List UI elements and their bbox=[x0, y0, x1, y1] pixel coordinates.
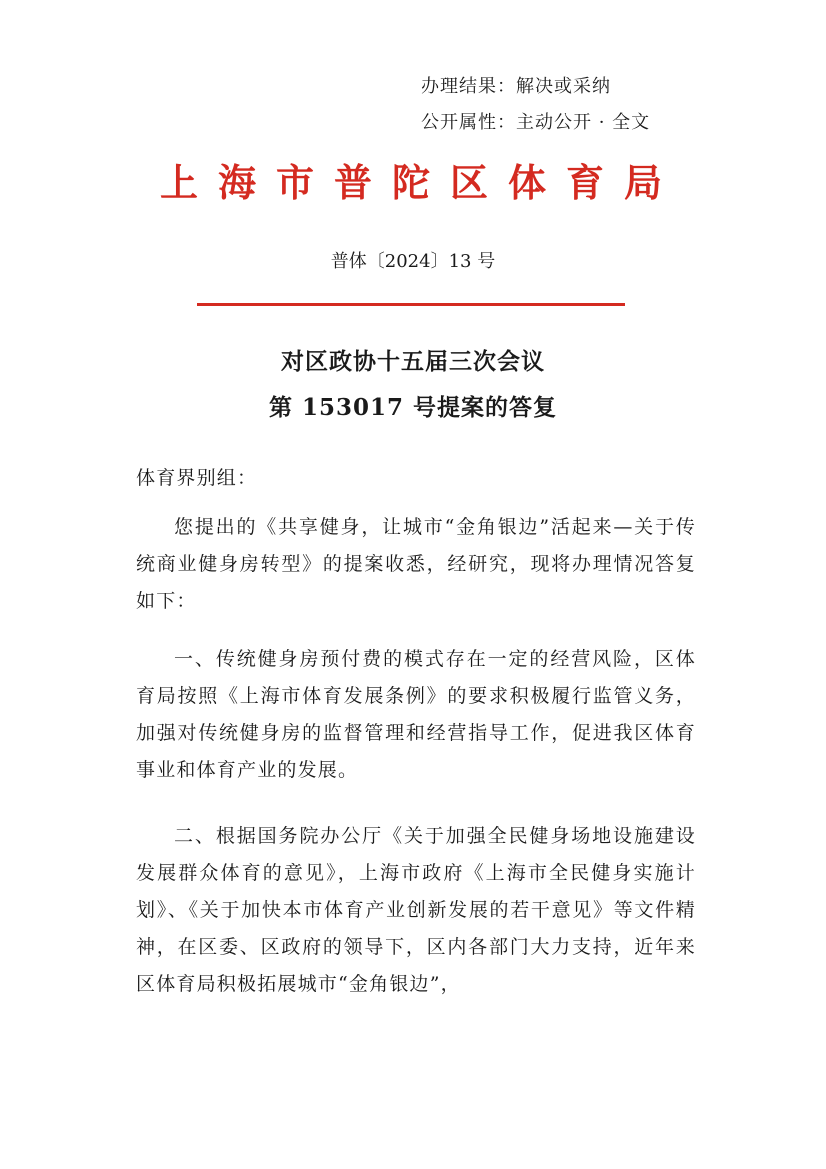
handling-result: 办理结果：解决或采纳 bbox=[421, 76, 611, 97]
paragraph-two: 二、根据国务院办公厅《关于加强全民健身场地设施建设发展群众体育的意见》，上海市政府《上海市全民健身实施计划》、《关于加快本市体育产业创新发展的若干意见》等文件精神，在区委、区政府的领导下，区内各部门大力支持，近年来区体育局积极拓展城市“金角银边”， bbox=[136, 825, 696, 995]
document-number: 普体〔2024〕13 号 bbox=[330, 251, 496, 272]
paragraph-one: 一、传统健身房预付费的模式存在一定的经营风险，区体育局按照《上海市体育发展条例》的要求积极履行监管义务，加强对传统健身房的监督管理和经营指导工作，促进我区体育事业和体育产业的发展。 bbox=[136, 648, 696, 781]
paragraph-intro: 您提出的《共享健身，让城市“金角银边”活起来—关于传统商业健身房转型》的提案收悉，经研究，现将办理情况答复如下： bbox=[136, 516, 696, 612]
red-divider bbox=[197, 303, 625, 306]
document-title-line1: 对区政协十五届三次会议 bbox=[281, 348, 545, 375]
salutation: 体育界别组： bbox=[136, 467, 258, 489]
disclosure-attribute: 公开属性：主动公开 · 全文 bbox=[421, 112, 651, 133]
agency-name: 上海市普陀区体育局 bbox=[160, 160, 683, 205]
document-title-line2: 第 153017 号提案的答复 bbox=[268, 394, 558, 421]
